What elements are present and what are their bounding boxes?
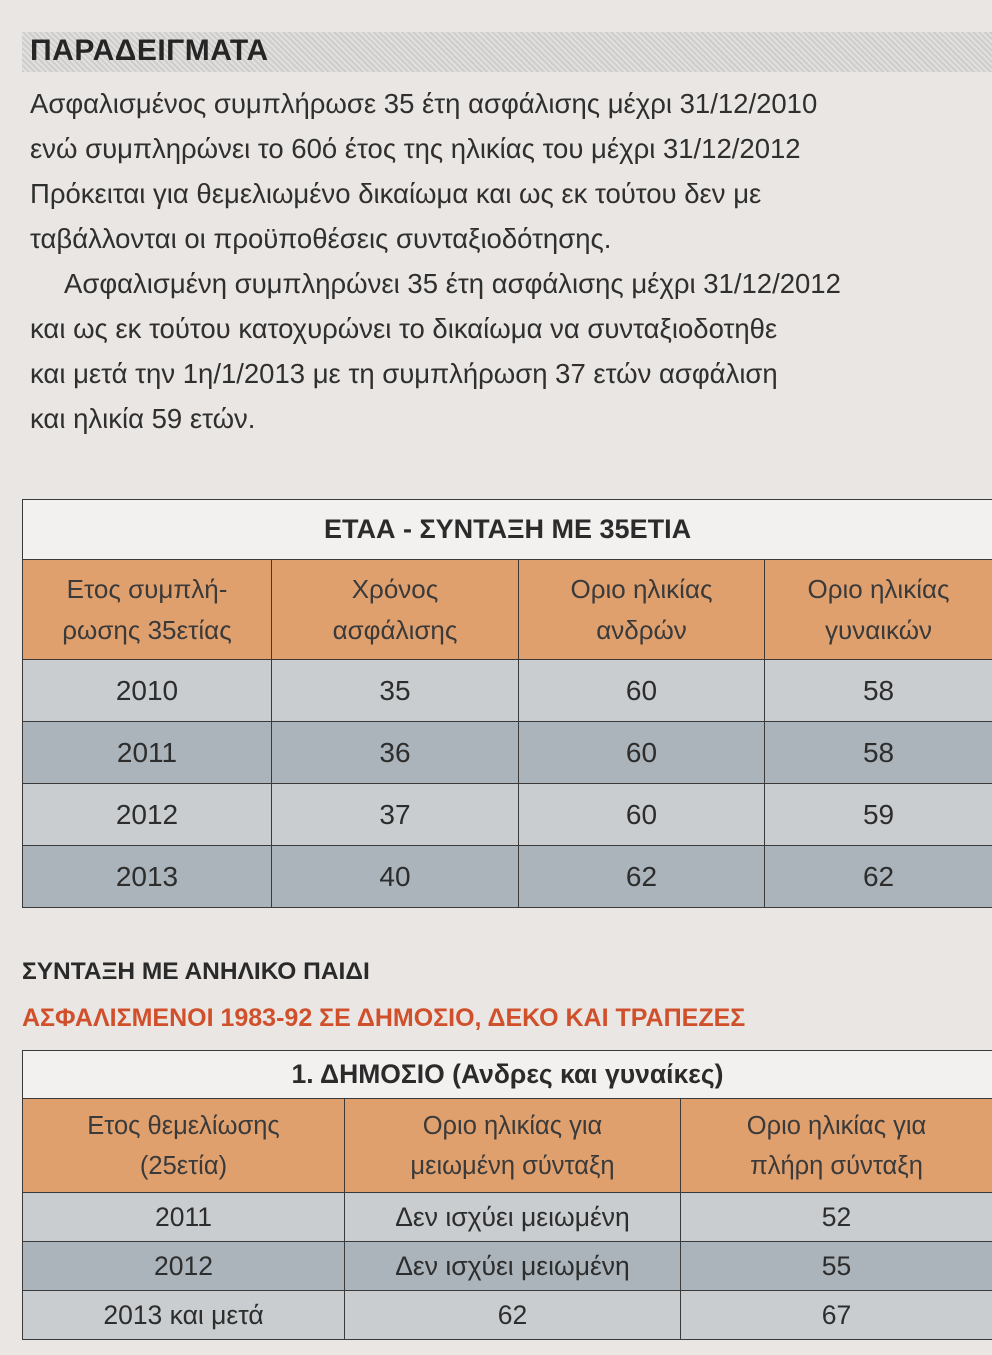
table-cell: 2012 xyxy=(23,784,272,846)
etaa-pension-table xyxy=(22,499,992,908)
table-cell: 58 xyxy=(765,722,992,784)
table-row xyxy=(23,1193,992,1242)
table-cell: 40 xyxy=(272,846,519,908)
example-paragraph-2 xyxy=(30,261,992,441)
table-cell: 55 xyxy=(681,1242,992,1291)
column-header: Οριο ηλικίας για μειωμένη σύνταξη xyxy=(345,1099,681,1193)
column-header: Οριο ηλικίας για πλήρη σύνταξη xyxy=(681,1099,992,1193)
table-row xyxy=(23,722,992,784)
table-cell: 62 xyxy=(345,1291,681,1340)
table-cell: 2011 xyxy=(23,1193,345,1242)
paragraph-line: και ηλικία 59 ετών. xyxy=(30,403,256,434)
table-cell: 59 xyxy=(765,784,992,846)
paragraph-line: και ως εκ τούτου κατοχυρώνει το δικαίωμα να συνταξιοδοτηθε xyxy=(30,313,778,344)
paragraph-line: Ασφαλισμένος συμπλήρωσε 35 έτη ασφάλισης μέχρι 31/12/2010 xyxy=(30,88,818,119)
table-title: 1. ΔΗΜΟΣΙΟ (Ανδρες και γυναίκες) xyxy=(23,1051,992,1099)
column-header: Ετος συμπλή- ρωσης 35ετίας xyxy=(23,560,272,660)
table-row xyxy=(23,1242,992,1291)
table-cell: Δεν ισχύει μειωμένη xyxy=(345,1242,681,1291)
paragraph-line: ενώ συμπληρώνει το 60ό έτος της ηλικίας του μέχρι 31/12/2012 xyxy=(30,133,801,164)
table-cell: 37 xyxy=(272,784,519,846)
example-paragraph-1 xyxy=(30,81,992,261)
paragraph-line: Ασφαλισμένη συμπληρώνει 35 έτη ασφάλισης μέχρι 31/12/2012 xyxy=(64,268,841,299)
table-title: ΕΤΑΑ - ΣΥΝΤΑΞΗ ΜΕ 35ΕΤΙΑ xyxy=(23,500,992,560)
table-cell: 60 xyxy=(519,722,765,784)
table-row xyxy=(23,846,992,908)
table-cell: 67 xyxy=(681,1291,992,1340)
table-row xyxy=(23,784,992,846)
table-cell: 2012 xyxy=(23,1242,345,1291)
table-cell: 2013 xyxy=(23,846,272,908)
section-title: ΣΥΝΤΑΞΗ ΜΕ ΑΝΗΛΙΚΟ ΠΑΙΔΙ xyxy=(22,958,370,985)
table-cell: 52 xyxy=(681,1193,992,1242)
table-cell: 36 xyxy=(272,722,519,784)
table-cell: 35 xyxy=(272,660,519,722)
table-cell: 2011 xyxy=(23,722,272,784)
table-cell: 58 xyxy=(765,660,992,722)
paragraph-line: ταβάλλονται οι προϋποθέσεις συνταξιοδότησης. xyxy=(30,223,612,254)
paragraph-line: Πρόκειται για θεμελιωμένο δικαίωμα και ως εκ τούτου δεν με xyxy=(30,178,762,209)
column-header: Ετος θεμελίωσης (25ετία) xyxy=(23,1099,345,1193)
table-row xyxy=(23,660,992,722)
column-header: Χρόνος ασφάλισης xyxy=(272,560,519,660)
column-header: Οριο ηλικίας γυναικών xyxy=(765,560,992,660)
paragraph-line: και μετά την 1η/1/2013 με τη συμπλήρωση 37 ετών ασφάλιση xyxy=(30,358,778,389)
table-cell: 60 xyxy=(519,660,765,722)
table-cell: 2010 xyxy=(23,660,272,722)
public-sector-table xyxy=(22,1050,992,1340)
column-header: Οριο ηλικίας ανδρών xyxy=(519,560,765,660)
table-cell: 62 xyxy=(765,846,992,908)
examples-heading: ΠΑΡΑΔΕΙΓΜΑΤΑ xyxy=(30,34,269,67)
table-cell: Δεν ισχύει μειωμένη xyxy=(345,1193,681,1242)
table-cell: 2013 και μετά xyxy=(23,1291,345,1340)
table-row xyxy=(23,1291,992,1340)
section-subtitle: ΑΣΦΑΛΙΣΜΕΝΟΙ 1983-92 ΣΕ ΔΗΜΟΣΙΟ, ΔΕΚΟ ΚΑΙ ΤΡΑΠΕΖΕΣ xyxy=(22,1004,746,1032)
examples-heading-bar xyxy=(22,32,992,72)
table-cell: 60 xyxy=(519,784,765,846)
table-cell: 62 xyxy=(519,846,765,908)
